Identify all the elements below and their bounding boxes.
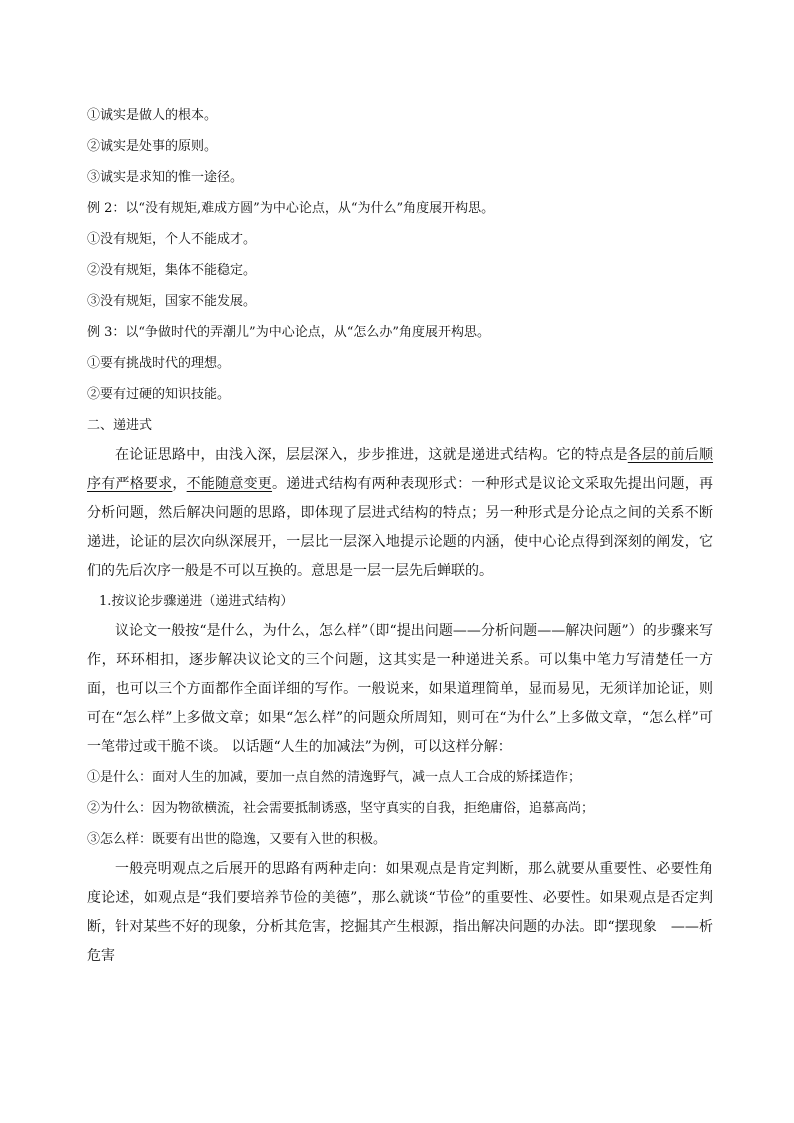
list-item: ②没有规矩，集体不能稳定。	[87, 263, 257, 278]
list-item: ②为什么：因为物欲横流，社会需要抵制诱惑，坚守真实的自我，拒绝庸俗，追慕高尚；	[87, 801, 595, 816]
paragraph-text: ，	[172, 476, 187, 492]
list-item: ①是什么：面对人生的加减，要加一点自然的清逸野气，减一点人工合成的矫揉造作；	[87, 770, 582, 785]
list-item: ①没有规矩，个人不能成才。	[87, 232, 257, 247]
list-item: ①要有挑战时代的理想。	[87, 356, 231, 371]
subsection-heading: 1.按议论步骤递进（递进式结构）	[99, 594, 294, 609]
paragraph	[87, 441, 713, 586]
list-item: ②诚实是处事的原则。	[87, 139, 218, 154]
paragraph-text: 。递进式结构有两种表现形式：一种形式是议论文采取先提出问题，再分析问题，然后解决问题的思路，即体现了层进式结构的特点；另一种形式是分论点之间的关系不断递进，论证的层次向纵深展开，一层比一层深入地提示论题的内涵，使中心论点得到深刻的阐发，它们的先后次序一般是不可以互换的。意思是一层一层先后蝉联的。	[87, 476, 714, 579]
example-heading: 例 2：以“没有规矩,难成方圆”为中心论点，从“为什么”角度展开构思。	[87, 201, 495, 216]
paragraph: 一般亮明观点之后展开的思路有两种走向：如果观点是肯定判断，那么就要从重要性、必要性角度论述，如观点是“我们要培养节俭的美德”，那么就谈“节俭”的重要性、必要性。如果观点是否定判断，针对某些不好的现象，分析其危害，挖掘其产生根源，指出解决问题的办法。即“摆现象 ——析危害	[87, 861, 713, 964]
list-item: ①诚实是做人的根本。	[87, 108, 218, 123]
list-item: ②要有过硬的知识技能。	[87, 387, 231, 402]
document-page	[87, 100, 713, 971]
example-heading: 例 3：以“争做时代的弄潮儿”为中心论点，从“怎么办”角度展开构思。	[87, 325, 490, 340]
underlined-text: 不能随意变更	[186, 476, 273, 492]
list-item: ③怎么样：既要有出世的隐逸，又要有入世的积极。	[87, 832, 387, 847]
list-item: ③没有规矩，国家不能发展。	[87, 294, 257, 309]
section-heading: 二、递进式	[87, 418, 153, 433]
paragraph: 议论文一般按“是什么，为什么，怎么样”（即“提出问题——分析问题——解决问题”）的步骤来写作，环环相扣，逐步解决议论文的三个问题，这其实是一种递进关系。可以集中笔力写清楚任一方面，也可以三个方面都作全面详细的写作。一般说来，如果道理简单，显而易见，无须详加论证，则可在“怎么样”上多做文章；如果“怎么样”的问题众所周知，则可在“为什么”上多做文章，“怎么样”可一笔带过或干脆不谈。 以话题“人生的加减法”为例，可以这样分解：	[87, 623, 713, 755]
underlined-text: 各层的前后顺序有严格要求	[87, 447, 714, 492]
paragraph-text: 在论证思路中，由浅入深，层层深入，步步推进，这就是递进式结构。它的特点是	[115, 447, 628, 463]
list-item: ③诚实是求知的惟一途径。	[87, 170, 244, 185]
